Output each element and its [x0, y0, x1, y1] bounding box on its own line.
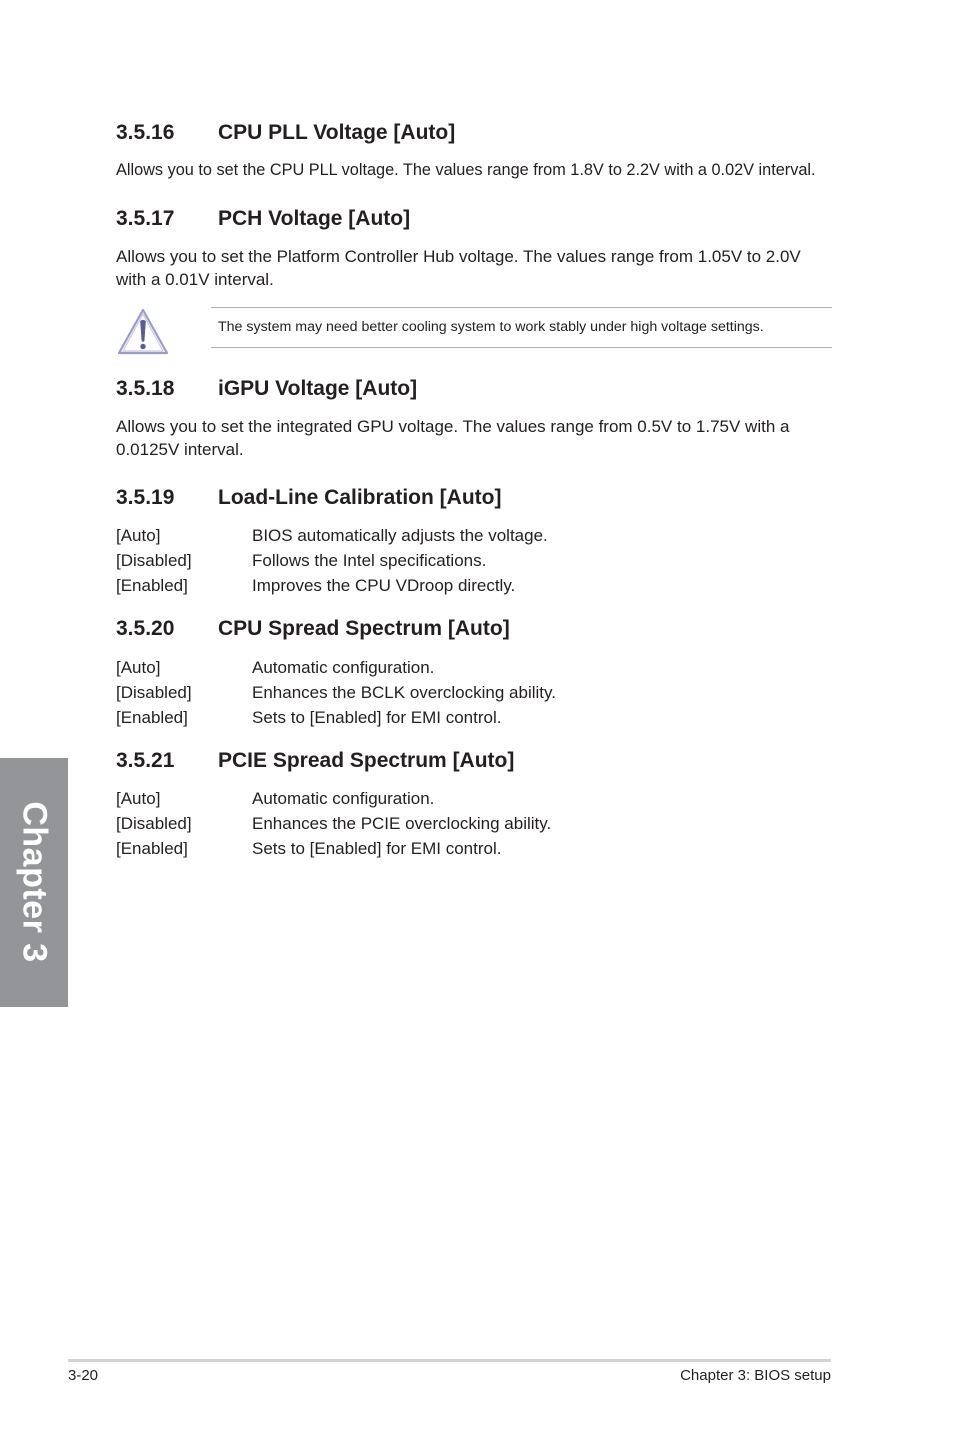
footer-chapter-title: Chapter 3: BIOS setup — [680, 1367, 831, 1384]
option-row — [116, 836, 551, 861]
option-row — [116, 655, 556, 680]
option-key: [Auto] — [116, 658, 161, 677]
option-key: [Enabled] — [116, 839, 188, 858]
section-number: 3.5.16 — [116, 121, 175, 144]
option-key: [Auto] — [116, 789, 161, 808]
section-title: PCH Voltage [Auto] — [218, 207, 411, 230]
option-row — [116, 705, 556, 730]
section-heading-igpu-voltage — [116, 376, 417, 402]
option-description: Sets to [Enabled] for EMI control. — [252, 708, 502, 727]
option-key: [Disabled] — [116, 683, 192, 702]
option-row — [116, 573, 548, 598]
option-description: Automatic configuration. — [252, 789, 435, 808]
option-description: Follows the Intel specifications. — [252, 551, 487, 570]
option-row — [116, 680, 556, 705]
note-box — [116, 305, 832, 355]
option-description: Automatic configuration. — [252, 658, 435, 677]
section-number: 3.5.18 — [116, 377, 175, 400]
option-key: [Disabled] — [116, 551, 192, 570]
option-list — [116, 655, 556, 730]
note-top-rule — [211, 307, 832, 308]
option-key: [Enabled] — [116, 708, 188, 727]
option-key: [Enabled] — [116, 576, 188, 595]
section-heading-pch-voltage — [116, 206, 410, 232]
page-number: 3-20 — [68, 1367, 99, 1384]
option-key: [Disabled] — [116, 814, 192, 833]
warning-icon — [116, 307, 170, 357]
option-description: Enhances the PCIE overclocking ability. — [252, 814, 552, 833]
option-list — [116, 786, 551, 861]
option-description: Enhances the BCLK overclocking ability. — [252, 683, 556, 702]
option-list — [116, 523, 548, 598]
option-description: Improves the CPU VDroop directly. — [252, 576, 516, 595]
option-description: Sets to [Enabled] for EMI control. — [252, 839, 502, 858]
note-text: The system may need better cooling system to work stably under high voltage settings. — [218, 319, 764, 335]
section-number: 3.5.20 — [116, 617, 175, 640]
section-heading-load-line-calibration — [116, 485, 501, 511]
section-description: Allows you to set the CPU PLL voltage. The values range from 1.8V to 2.2V with a 0.02V interval. — [116, 161, 816, 179]
section-description: Allows you to set the integrated GPU voltage. The values range from 0.5V to 1.75V with a 0.0125V interval. — [116, 417, 790, 459]
section-number: 3.5.19 — [116, 486, 175, 509]
chapter-tab — [0, 758, 68, 1007]
section-title: CPU Spread Spectrum [Auto] — [218, 617, 510, 640]
option-row — [116, 811, 551, 836]
section-heading-cpu-pll-voltage — [116, 120, 455, 146]
option-key: [Auto] — [116, 526, 161, 545]
chapter-tab-label: Chapter 3 — [15, 801, 54, 963]
option-row — [116, 523, 548, 548]
section-title: CPU PLL Voltage [Auto] — [218, 121, 456, 144]
section-number: 3.5.21 — [116, 749, 175, 772]
option-row — [116, 786, 551, 811]
section-description: Allows you to set the Platform Controller Hub voltage. The values range from 1.05V to 2.0V with a 0.01V interval. — [116, 247, 801, 289]
section-heading-pcie-spread-spectrum — [116, 748, 514, 774]
section-title: Load-Line Calibration [Auto] — [218, 486, 502, 509]
section-number: 3.5.17 — [116, 207, 175, 230]
footer-rule — [68, 1359, 831, 1362]
section-title: iGPU Voltage [Auto] — [218, 377, 418, 400]
section-heading-cpu-spread-spectrum — [116, 616, 510, 642]
note-bottom-rule — [211, 347, 832, 348]
option-row — [116, 548, 548, 573]
option-description: BIOS automatically adjusts the voltage. — [252, 526, 548, 545]
section-title: PCIE Spread Spectrum [Auto] — [218, 749, 515, 772]
